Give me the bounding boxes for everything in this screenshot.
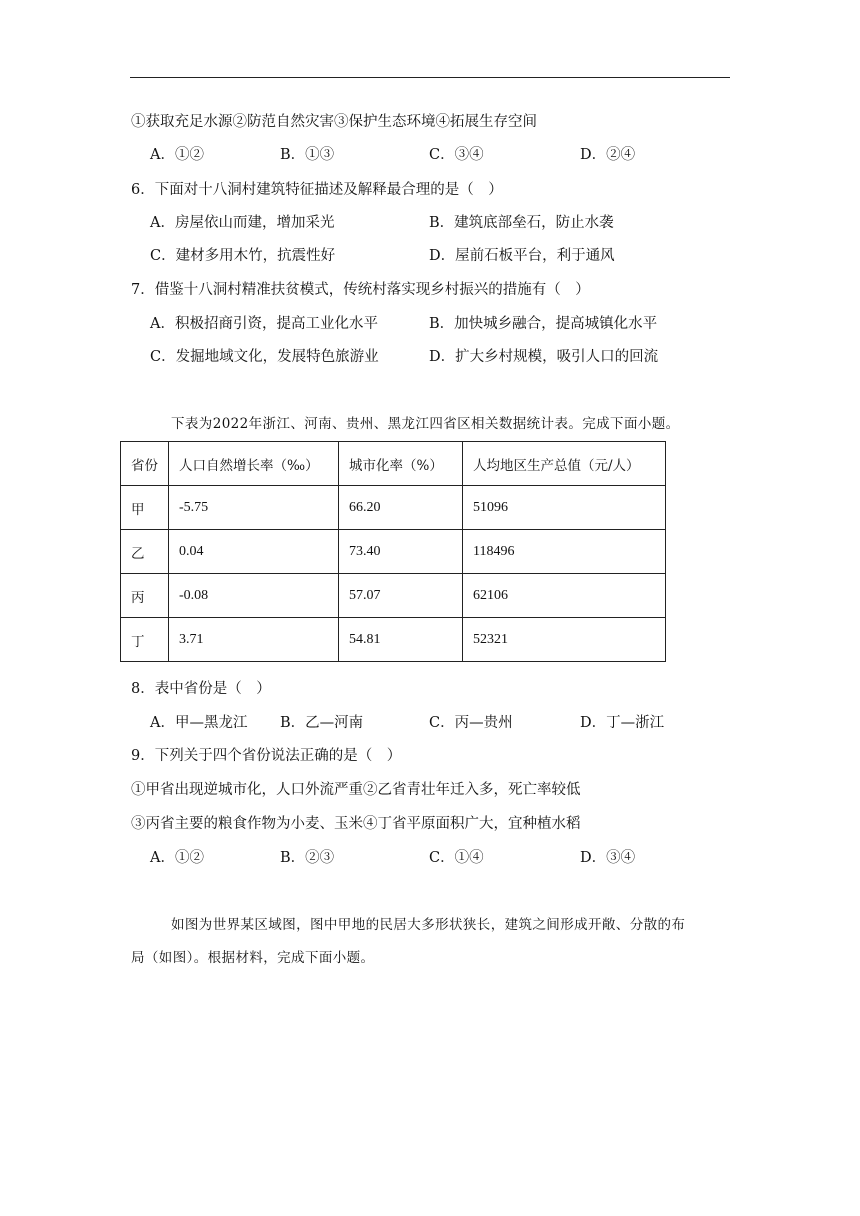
province-cell: 乙	[121, 530, 169, 574]
q6-option-d: D．屋前石板平台，利于通风	[429, 248, 615, 264]
table-intro: 下表为2022年浙江、河南、贵州、黑龙江四省区相关数据统计表。完成下面小题。	[171, 416, 680, 432]
growth-rate-cell: 0.04	[169, 530, 339, 574]
header-rule	[130, 77, 730, 78]
q7-option-b: B．加快城乡融合，提高城镇化水平	[429, 316, 658, 332]
table-row	[121, 574, 666, 618]
q6-option-c: C．建材多用木竹，抗震性好	[150, 248, 336, 264]
table-header-cell: 省份	[121, 442, 169, 486]
table-header-cell: 城市化率（%）	[339, 442, 463, 486]
q6-option-b: B．建筑底部垒石，防止水袭	[429, 215, 614, 231]
table-header-row	[121, 442, 666, 486]
q6-options-row2	[150, 246, 670, 266]
q9-statement-2: ③丙省主要的粮食作物为小麦、玉米④丁省平原面积广大，宜种植水稻	[131, 816, 581, 832]
urbanization-cell: 66.20	[339, 486, 463, 530]
province-cell: 丁	[121, 618, 169, 662]
gdp-per-capita-cell: 51096	[463, 486, 666, 530]
q9-option-c: C．①④	[429, 850, 484, 866]
q7-option-a: A．积极招商引资，提高工业化水平	[150, 316, 378, 332]
province-cell: 甲	[121, 486, 169, 530]
table-header-cell: 人口自然增长率（‰）	[169, 442, 339, 486]
q6-options-row1	[150, 213, 670, 233]
q9-statement-1: ①甲省出现逆城市化，人口外流严重②乙省青壮年迁入多，死亡率较低	[131, 782, 581, 798]
growth-rate-cell: 3.71	[169, 618, 339, 662]
q9-options	[150, 848, 670, 868]
province-data-table	[120, 441, 666, 662]
map-intro-line-2: 局（如图）。根据材料，完成下面小题。	[131, 950, 375, 966]
urbanization-cell: 54.81	[339, 618, 463, 662]
gdp-per-capita-cell: 118496	[463, 530, 666, 574]
q9-option-d: D．③④	[580, 850, 636, 866]
q5-option-b: B．①③	[280, 147, 335, 163]
q9-stem: 9．下列关于四个省份说法正确的是（ ）	[131, 748, 402, 764]
q5-option-c: C．③④	[429, 147, 484, 163]
urbanization-cell: 57.07	[339, 574, 463, 618]
q7-stem: 7．借鉴十八洞村精准扶贫模式，传统村落实现乡村振兴的措施有（ ）	[131, 282, 590, 298]
urbanization-cell: 73.40	[339, 530, 463, 574]
q7-options-row1	[150, 314, 710, 334]
q9-option-b: B．②③	[280, 850, 335, 866]
map-intro-line-1: 如图为世界某区域图，图中甲地的民居大多形状狭长，建筑之间形成开敞、分散的布	[171, 917, 686, 933]
q7-options-row2	[150, 347, 710, 367]
q7-option-d: D．扩大乡村规模，吸引人口的回流	[429, 349, 659, 365]
table-row	[121, 530, 666, 574]
q8-options	[150, 713, 710, 733]
q8-option-b: B．乙—河南	[280, 715, 364, 731]
q5-options	[150, 145, 670, 165]
table-row	[121, 486, 666, 530]
growth-rate-cell: -5.75	[169, 486, 339, 530]
province-cell: 丙	[121, 574, 169, 618]
q5-option-d: D．②④	[580, 147, 636, 163]
q8-option-a: A．甲—黑龙江	[150, 715, 248, 731]
table-header-cell: 人均地区生产总值（元/人）	[463, 442, 666, 486]
gdp-per-capita-cell: 52321	[463, 618, 666, 662]
q5-statements: ①获取充足水源②防范自然灾害③保护生态环境④拓展生存空间	[131, 114, 537, 130]
gdp-per-capita-cell: 62106	[463, 574, 666, 618]
q8-stem: 8．表中省份是（ ）	[131, 681, 271, 697]
q8-option-c: C．丙—贵州	[429, 715, 513, 731]
growth-rate-cell: -0.08	[169, 574, 339, 618]
q7-option-c: C．发掘地域文化，发展特色旅游业	[150, 349, 379, 365]
q6-stem: 6．下面对十八洞村建筑特征描述及解释最合理的是（ ）	[131, 182, 503, 198]
q5-option-a: A．①②	[150, 147, 204, 163]
q9-option-a: A．①②	[150, 850, 204, 866]
q6-option-a: A．房屋依山而建，增加采光	[150, 215, 335, 231]
table-row	[121, 618, 666, 662]
q8-option-d: D．丁—浙江	[580, 715, 665, 731]
